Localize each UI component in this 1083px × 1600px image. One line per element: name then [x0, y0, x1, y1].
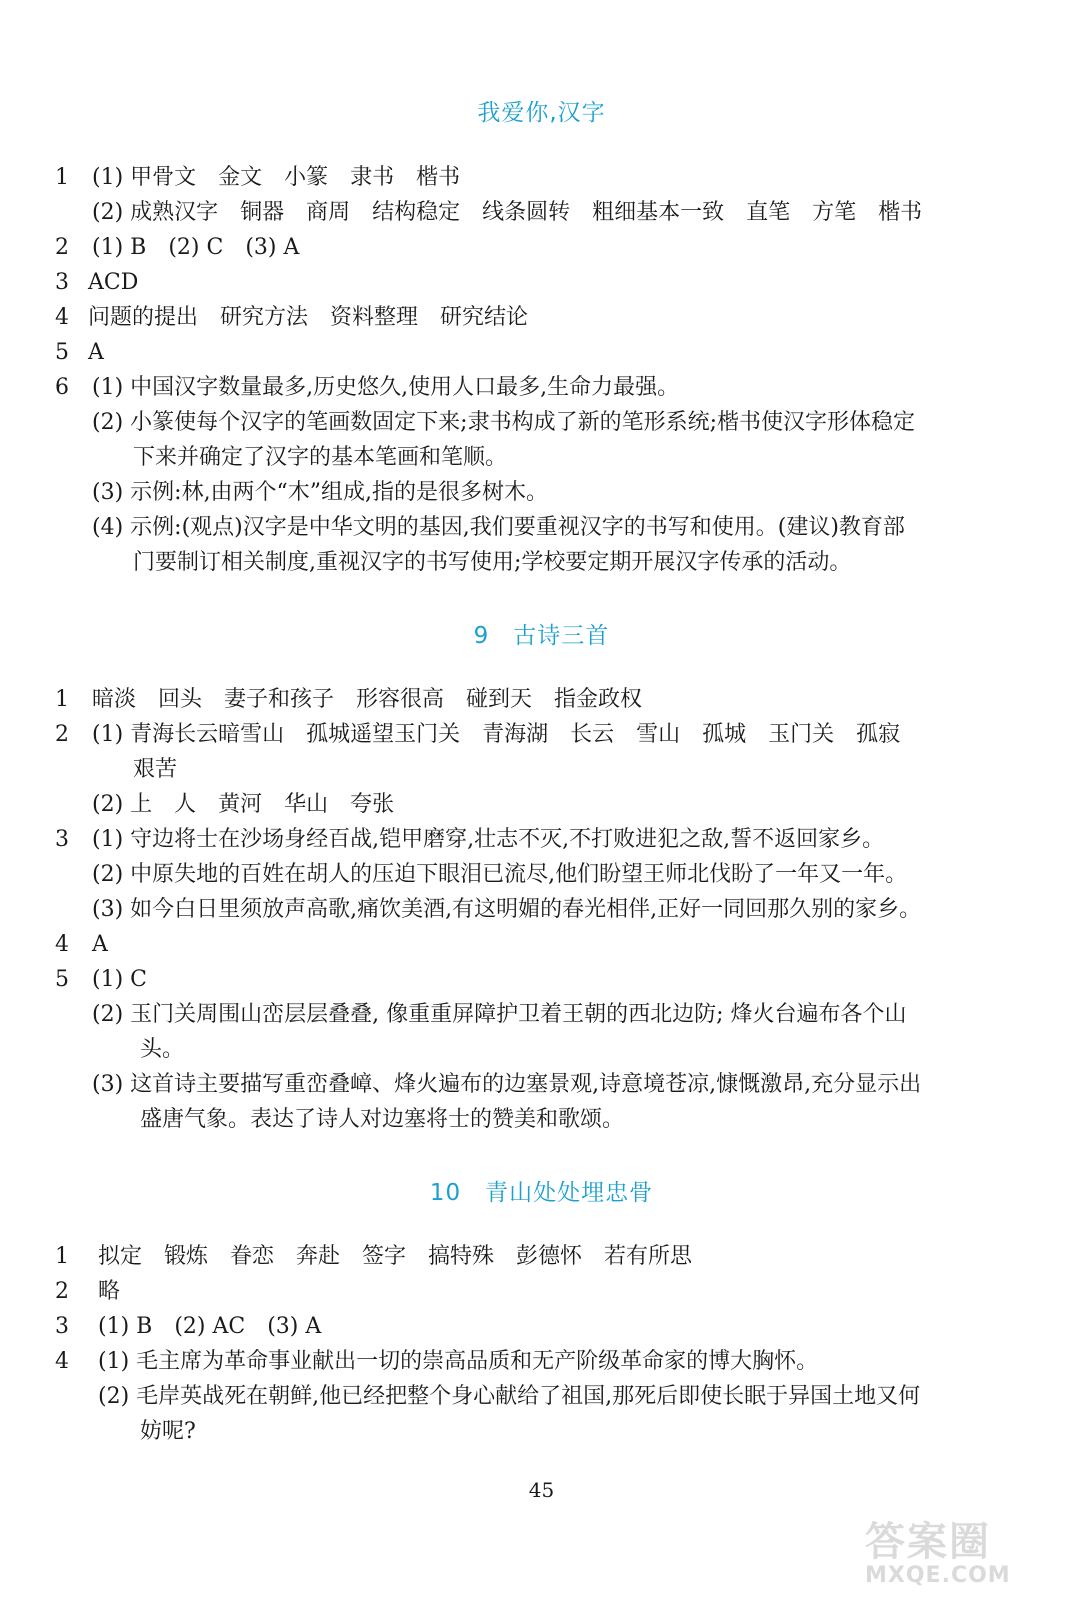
answer-text: (3) 如今白日里须放声高歌,痛饮美酒,有这明媚的春光相伴,正好一同回那久别的家乡。: [92, 897, 922, 922]
answer-text: (2) 中原失地的百姓在胡人的压迫下眼泪已流尽,他们盼望王师北伐盼了一年又一年。: [92, 862, 908, 887]
answer-text: (1) B (2) AC (3) A: [98, 1314, 322, 1339]
question-number: 1: [55, 165, 69, 190]
question-number: 4: [55, 1349, 69, 1374]
answer-text: (3) 这首诗主要描写重峦叠嶂、烽火遍布的边塞景观,诗意境苍凉,慷慨激昂,充分显示出: [92, 1072, 922, 1097]
question-number: 6: [55, 375, 69, 400]
answer-text: (1) B (2) C (3) A: [92, 235, 300, 260]
answer-text: 下来并确定了汉字的基本笔画和笔顺。: [133, 445, 508, 470]
section-title: 我爱你,汉字: [477, 100, 606, 126]
answer-text: A: [92, 932, 108, 957]
answer-text: (4) 示例:(观点)汉字是中华文明的基因,我们要重视汉字的书写和使用。(建议)教育部: [92, 515, 905, 540]
section-title: 10 青山处处埋忠骨: [429, 1180, 654, 1206]
question-number: 3: [55, 270, 69, 295]
answer-text: (2) 玉门关周围山峦层层叠叠, 像重重屏障护卫着王朝的西北边防; 烽火台遍布各个山: [92, 1002, 907, 1027]
answer-text: (1) C: [92, 967, 147, 992]
answer-text: (2) 毛岸英战死在朝鲜,他已经把整个身心献给了祖国,那死后即使长眠于异国土地又何: [98, 1384, 921, 1409]
question-number: 4: [55, 932, 69, 957]
answer-text: (1) 青海长云暗雪山 孤城遥望玉门关 青海湖 长云 雪山 孤城 玉门关 孤寂: [92, 722, 901, 747]
question-number: 3: [55, 1314, 69, 1339]
watermark-top-text: 答案圈: [865, 1519, 991, 1565]
answer-text: 略: [98, 1279, 121, 1304]
answer-text: A: [88, 340, 104, 365]
watermark-logo: [865, 1510, 1055, 1590]
answer-text: (2) 成熟汉字 铜器 商周 结构稳定 线条圆转 粗细基本一致 直笔 方笔 楷书: [92, 200, 923, 225]
answer-text: ACD: [88, 270, 139, 295]
answer-text: 妨呢?: [140, 1419, 196, 1444]
answer-text: 问题的提出 研究方法 资料整理 研究结论: [88, 305, 529, 330]
answer-text: (2) 小篆使每个汉字的笔画数固定下来;隶书构成了新的笔形系统;楷书使汉字形体稳定: [92, 410, 915, 435]
answer-text: 拟定 锻炼 眷恋 奔赴 签字 搞特殊 彭德怀 若有所思: [98, 1244, 693, 1269]
answer-text: (1) 毛主席为革命事业献出一切的崇高品质和无产阶级革命家的博大胸怀。: [98, 1349, 819, 1374]
answer-text: 门要制订相关制度,重视汉字的书写使用;学校要定期开展汉字传承的活动。: [133, 550, 852, 575]
question-number: 1: [55, 687, 69, 712]
answer-text: (3) 示例:林,由两个“木”组成,指的是很多树木。: [92, 480, 549, 505]
question-number: 2: [55, 1279, 69, 1304]
question-number: 5: [55, 340, 69, 365]
answer-text: 艰苦: [133, 757, 178, 782]
watermark-bottom-text: MXQE.COM: [865, 1563, 1011, 1588]
answer-text: (2) 上 人 黄河 华山 夸张: [92, 792, 395, 817]
question-number: 2: [55, 235, 69, 260]
question-number: 3: [55, 827, 69, 852]
section-title: 9 古诗三首: [473, 623, 610, 649]
question-number: 4: [55, 305, 69, 330]
answer-text: (1) 甲骨文 金文 小篆 隶书 楷书: [92, 165, 461, 190]
question-number: 1: [55, 1244, 69, 1269]
answer-text: 头。: [140, 1037, 185, 1062]
answer-text: 暗淡 回头 妻子和孩子 形容很高 碰到天 指金政权: [92, 687, 643, 712]
question-number: 2: [55, 722, 69, 747]
answer-text: 盛唐气象。表达了诗人对边塞将士的赞美和歌颂。: [140, 1107, 625, 1132]
answer-text: (1) 守边将士在沙场身经百战,铠甲磨穿,壮志不灭,不打败进犯之敌,誓不返回家乡。: [92, 827, 885, 852]
page-number: 45: [528, 1478, 555, 1502]
question-number: 5: [55, 967, 69, 992]
answer-text: (1) 中国汉字数量最多,历史悠久,使用人口最多,生命力最强。: [92, 375, 680, 400]
